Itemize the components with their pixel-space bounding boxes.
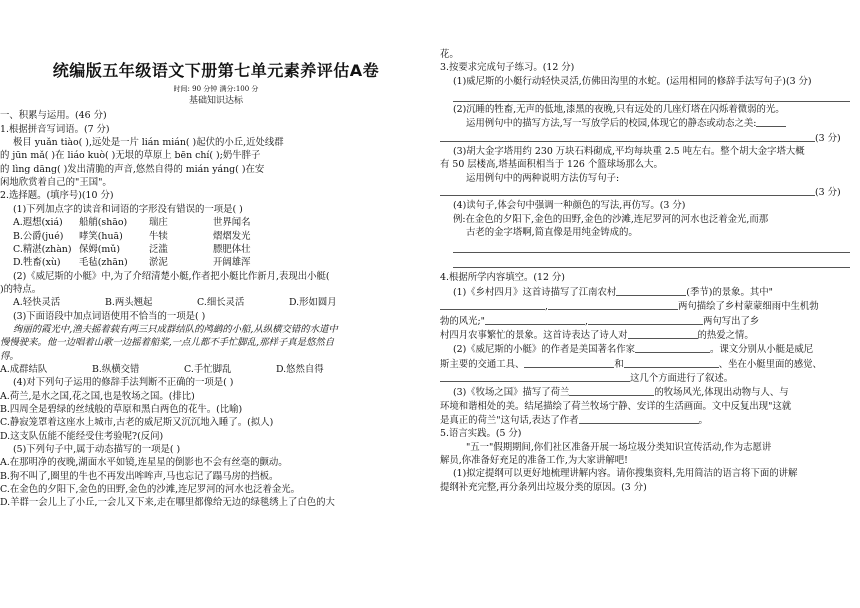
q5-text: (1)拟定提纲可以更好地梳理讲解内容。请你搜集资料,先用简洁的语言将下面的讲解 bbox=[453, 468, 798, 480]
answer-blank[interactable] bbox=[440, 371, 630, 382]
option-cell: 瑞庄 bbox=[149, 217, 168, 229]
answer-blank[interactable] bbox=[440, 299, 545, 310]
question-1-title: 1.根据拼音写词语。(7 分) bbox=[0, 123, 110, 135]
q4-3-text: 是真正的荷兰"这句话,表达了作者 bbox=[440, 414, 579, 426]
left-column bbox=[0, 0, 432, 510]
answer-blank[interactable] bbox=[616, 285, 686, 296]
q2-3-passage: 绚丽的霞光中,渔夫摇着载有两三只成群结队的鸬鹚的小船,从纵横交错的水道中 bbox=[13, 323, 338, 335]
option-cell: C.精湛(zhàn) bbox=[13, 243, 72, 255]
q2-1-option-row bbox=[0, 256, 432, 269]
q4-2-text: 、坐在小艇里面的感觉、 bbox=[718, 358, 822, 370]
option-cell: 世界闻名 bbox=[213, 217, 251, 229]
answer-blank[interactable] bbox=[440, 185, 815, 196]
q4-2-text: 。课文分别从小艇是威尼 bbox=[710, 344, 814, 356]
q3-3-stem: (3)胡大金字塔用约 230 万块石料砌成,平均每块重 2.5 吨左右。整个胡大金字塔大概 bbox=[453, 146, 805, 158]
q4-1-line bbox=[440, 328, 850, 342]
q3-2-instruction-text: 运用例句中的描写方法,写一写放学后的校园,体现它的静态或动态之美: bbox=[466, 118, 757, 130]
q4-3-line: 环境和谐相处的美。结尾描绘了荷兰牧场宁静、安详的生活画面。文中反复出现"这就 bbox=[440, 400, 792, 412]
q3-4-stem: (4)读句子,体会句中强调一种颜色的写法,再仿写。(3 分) bbox=[453, 200, 686, 212]
option-cell: 哮笑(huā) bbox=[79, 230, 123, 242]
q2-3-passage: 得。 bbox=[0, 350, 19, 362]
q4-1-text: 村四月农事繁忙的景象。这首诗表达了诗人对 bbox=[440, 329, 628, 341]
answer-blank[interactable] bbox=[624, 357, 719, 368]
exam-meta: 时间: 90 分钟 满分:100 分 bbox=[173, 84, 259, 93]
answer-blank[interactable] bbox=[756, 116, 786, 127]
q4-2-line bbox=[440, 342, 850, 356]
option-d: D.形如圆月 bbox=[289, 297, 337, 309]
q2-3-stem: (3)下面语段中加点词语使用不恰当的一项是( ) bbox=[13, 310, 206, 322]
q2-3-passage: 慢慢驶来。他一边唱着山歌一边摇着船桨,一点儿都不手忙脚乱,那样子真是悠然自 bbox=[0, 337, 335, 349]
q4-2-line bbox=[440, 371, 850, 385]
continued-text: 花。 bbox=[440, 49, 459, 60]
q3-1-stem: (1)威尼斯的小艇行动轻快灵活,仿佛田沟里的水蛇。(运用相同的修辞手法写句子)(3 分) bbox=[453, 75, 812, 87]
option-c: C.手忙脚乱 bbox=[184, 363, 232, 375]
q4-1-line: , 两句描绘了乡村蒙蒙细雨中生机勃 bbox=[440, 299, 850, 313]
q2-1-option-row bbox=[0, 230, 432, 243]
q2-5-stem: (5)下列句子中,属于动态描写的一项是( ) bbox=[13, 444, 181, 456]
answer-blank[interactable] bbox=[635, 342, 710, 353]
question-2-title: 2.选择题。(填序号)(10 分) bbox=[0, 190, 114, 202]
q3-3-score: (3 分) bbox=[815, 187, 841, 199]
q3-2-answer-row bbox=[440, 131, 850, 145]
q2-4-option: B.四周全是碧绿的丝绒般的草原和黑白两色的花牛。(比喻) bbox=[0, 403, 243, 415]
q4-1-text: (1)《乡村四月》这首诗描写了江南农村 bbox=[453, 286, 617, 298]
answer-line[interactable] bbox=[453, 239, 850, 253]
option-cell: 淤泥 bbox=[149, 257, 168, 269]
answer-blank[interactable] bbox=[588, 314, 703, 325]
q2-2-stem: (2)《威尼斯的小艇》中,为了介绍清楚小艇,作者把小艇比作新月,表现出小艇( bbox=[13, 270, 330, 282]
answer-blank[interactable] bbox=[579, 413, 699, 424]
q2-5-option: B.狗不叫了,圈里的牛也不再发出哞哞声,马也忘记了蹋马房的挡板。 bbox=[0, 470, 279, 482]
q5-text: 解员,你准备好充足的准备工作,为大家讲解吧! bbox=[440, 454, 628, 466]
q4-1-text: 两句描绘了乡村蒙蒙细雨中生机勃 bbox=[677, 301, 819, 313]
option-cell: 泛滥 bbox=[149, 243, 168, 255]
q1-line: 的 lìng dāng( )发出清脆的声音,悠然自得的 mián yáng( )在安 bbox=[0, 163, 265, 175]
q2-4-option: A.荷兰,是水之国,花之国,也是牧场之国。(排比) bbox=[0, 390, 195, 402]
section-1-heading: 一、积累与运用。(46 分) bbox=[0, 110, 107, 122]
q2-1-option-row bbox=[0, 243, 432, 256]
right-column bbox=[440, 0, 850, 494]
q5-text: 提纲补充完整,再分条列出垃圾分类的原因。(3 分) bbox=[440, 481, 647, 493]
option-cell: A.遐想(xiá) bbox=[13, 217, 63, 229]
option-cell: 开阔雄浑 bbox=[213, 257, 251, 269]
q1-line: 的 jūn mǎ( )在 liáo kuò( )无垠的草原上 bēn chí( );奶牛胖子 bbox=[0, 150, 261, 162]
answer-blank[interactable] bbox=[569, 385, 654, 396]
q3-2-stem: (2)沉睡的牲畜,无声的低地,漆黑的夜晚,只有远处的几座灯塔在闪烁着微弱的光。 bbox=[453, 104, 785, 116]
option-d: D.悠然自得 bbox=[276, 363, 324, 375]
q4-1-line: 勃的风光;" , 两句写出了乡 bbox=[440, 315, 760, 327]
question-5-title: 5.语言实践。(5 分) bbox=[440, 428, 522, 440]
option-b: B.纵横交错 bbox=[92, 363, 140, 375]
question-3-title: 3.按要求完成句子练习。(12 分) bbox=[440, 62, 575, 74]
answer-blank[interactable] bbox=[628, 328, 698, 339]
q3-4-example: 例:在金色的夕阳下,金色的田野,金色的沙滩,连尼罗河的河水也泛着金光,而那 bbox=[453, 213, 769, 225]
option-a: A.成群结队 bbox=[0, 363, 48, 375]
q4-3-text: 的牧场风光,体现出动物与人、与 bbox=[654, 387, 789, 399]
option-cell: 牛犊 bbox=[149, 230, 168, 242]
q2-4-option: D.这支队伍能不能经受住考验呢?(反问) bbox=[0, 430, 164, 442]
q1-line: 闲地欣赏着自己的"王国"。 bbox=[0, 177, 112, 189]
q4-1-line bbox=[440, 285, 850, 299]
q4-1-text: 勃的风光;" bbox=[440, 315, 485, 327]
option-cell: B.公爵(jué) bbox=[13, 230, 64, 242]
q3-3-instruction: 运用例句中的两种说明方法仿写句子: bbox=[466, 172, 620, 184]
question-4-title: 4.根据所学内容填空。(12 分) bbox=[440, 272, 565, 284]
q2-1-stem: (1)下列加点字的读音和词语的字形没有错误的一项是( ) bbox=[13, 203, 243, 215]
section-subtitle: 基础知识达标 bbox=[188, 95, 243, 106]
q4-3-line bbox=[440, 385, 850, 399]
answer-blank[interactable] bbox=[440, 131, 815, 142]
q4-3-text: (3)《牧场之国》描写了荷兰 bbox=[453, 387, 570, 399]
page-title: 统编版五年级语文下册第七单元素养评估A卷 bbox=[52, 61, 380, 80]
q1-line: 极目 yuǎn tiào( ),远处是一片 lián mián( )起伏的小丘,近处线群 bbox=[13, 137, 284, 149]
q2-2-stem-end: )的特点。 bbox=[0, 283, 42, 295]
q3-2-score: (3 分) bbox=[815, 132, 841, 144]
q2-1-option-row bbox=[0, 216, 432, 229]
q2-5-option: D.羊群一会儿上了小丘,一会儿又下来,走在哪里都像给无边的绿毯绣上了白色的大 bbox=[0, 497, 335, 509]
option-cell: 船艄(shāo) bbox=[79, 217, 128, 229]
q2-2-options bbox=[0, 296, 432, 309]
option-b: B.两头翘起 bbox=[105, 297, 153, 309]
option-a: A.轻快灵活 bbox=[13, 297, 61, 309]
q2-4-option: C.静寂笼罩着这座水上城市,古老的威尼斯又沉沉地入睡了。(拟人) bbox=[0, 417, 274, 429]
q4-2-text: 斯主要的交通工具、 bbox=[440, 358, 525, 370]
q4-2-line bbox=[440, 357, 850, 371]
answer-blank[interactable] bbox=[548, 299, 678, 310]
option-cell: 膘肥体壮 bbox=[213, 243, 251, 255]
option-cell: D.牲畜(xù) bbox=[13, 257, 61, 269]
q4-1-text: 两句写出了乡 bbox=[702, 315, 760, 327]
q2-4-stem: (4)对下列句子运用的修辞手法判断不正确的一项是( ) bbox=[13, 377, 234, 389]
answer-blank[interactable] bbox=[524, 357, 614, 368]
q3-3-answer-row bbox=[440, 185, 850, 199]
q3-2-instruction bbox=[440, 116, 850, 130]
q4-1-text: 的热爱之情。 bbox=[697, 329, 754, 341]
option-cell: 毛毡(zhān) bbox=[79, 257, 128, 269]
q4-2-text: (2)《威尼斯的小艇》的作者是美国著名作家 bbox=[453, 344, 636, 356]
answer-line[interactable] bbox=[453, 254, 850, 268]
q4-2-text: 这几个方面进行了叙述。 bbox=[630, 372, 734, 384]
q5-text: "五一"假期期间,你们社区准备开展一场垃圾分类知识宣传活动,作为志愿讲 bbox=[466, 441, 772, 453]
option-cell: 熠熠发光 bbox=[213, 230, 251, 242]
option-cell: 保姆(mǔ) bbox=[79, 243, 120, 255]
answer-line[interactable] bbox=[453, 88, 850, 102]
q4-2-text: 和 bbox=[614, 358, 624, 370]
q2-5-option: C.在金色的夕阳下,金色的田野,金色的沙滩,连尼罗河的河水也泛着金光。 bbox=[0, 484, 301, 496]
answer-blank[interactable] bbox=[485, 314, 585, 325]
q3-3-stem-cont: 有 50 层楼高,塔基面积相当于 126 个篮球场那么大。 bbox=[440, 159, 663, 171]
q2-5-option: A.在那明净的夜晚,湖面水平如镜,连星星的倒影也不会有丝毫的颤动。 bbox=[0, 457, 288, 469]
q2-3-options bbox=[0, 363, 432, 376]
q3-4-example-cont: 古老的金字塔啊,简直像是用纯金铸成的。 bbox=[466, 227, 638, 239]
option-c: C.细长灵活 bbox=[197, 297, 245, 309]
q4-3-line: 是真正的荷兰"这句话,表达了作者 。 bbox=[440, 414, 708, 426]
q4-1-text: (季节)的景象。其中" bbox=[686, 286, 773, 298]
